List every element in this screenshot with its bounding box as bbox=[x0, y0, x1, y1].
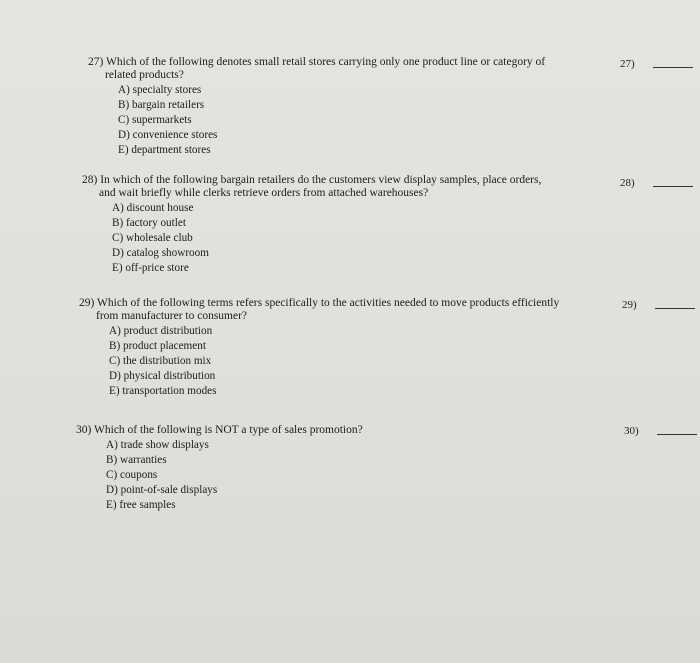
question-29-number: 29) bbox=[79, 297, 95, 309]
question-27-number: 27) bbox=[88, 56, 104, 68]
answer-27-label: 27) bbox=[620, 58, 635, 70]
option-d: D) physical distribution bbox=[109, 370, 216, 382]
option-b: B) product placement bbox=[109, 340, 206, 352]
question-29-line1: Which of the following terms refers specifically to the activities needed to move products efficiently bbox=[97, 297, 560, 309]
option-e: E) free samples bbox=[106, 499, 176, 511]
question-27 bbox=[88, 56, 633, 158]
option-c: C) wholesale club bbox=[112, 232, 193, 244]
answer-29-blank[interactable] bbox=[655, 308, 695, 309]
question-29-text bbox=[79, 297, 624, 323]
option-b: B) factory outlet bbox=[112, 217, 186, 229]
question-30-text bbox=[76, 424, 621, 437]
answer-29 bbox=[622, 299, 695, 311]
option-d: D) convenience stores bbox=[118, 129, 218, 141]
option-e: E) department stores bbox=[118, 144, 211, 156]
question-30-line1: Which of the following is NOT a type of sales promotion? bbox=[94, 424, 363, 436]
option-a: A) discount house bbox=[112, 202, 194, 214]
answer-28-blank[interactable] bbox=[653, 186, 693, 187]
answer-30 bbox=[624, 425, 697, 437]
option-c: C) the distribution mix bbox=[109, 355, 212, 367]
answer-30-label: 30) bbox=[624, 425, 639, 437]
question-30 bbox=[76, 424, 621, 513]
question-29-options bbox=[79, 324, 624, 399]
question-30-options bbox=[76, 438, 621, 513]
answer-30-blank[interactable] bbox=[657, 434, 697, 435]
option-b: B) bargain retailers bbox=[118, 99, 205, 111]
question-30-number: 30) bbox=[76, 424, 92, 436]
option-d: D) point-of-sale displays bbox=[106, 484, 218, 496]
option-e: E) transportation modes bbox=[109, 385, 217, 397]
option-e: E) off-price store bbox=[112, 262, 189, 274]
option-a: A) specialty stores bbox=[118, 84, 202, 96]
option-a: A) product distribution bbox=[109, 325, 213, 337]
question-27-options bbox=[88, 83, 633, 158]
option-c: C) coupons bbox=[106, 469, 158, 481]
answer-28-label: 28) bbox=[620, 177, 635, 189]
answer-28 bbox=[620, 177, 693, 189]
option-b: B) warranties bbox=[106, 454, 167, 466]
question-27-line2: related products? bbox=[105, 69, 184, 81]
answer-27 bbox=[620, 58, 693, 70]
question-29 bbox=[79, 297, 624, 399]
question-29-line2: from manufacturer to consumer? bbox=[96, 310, 248, 322]
option-d: D) catalog showroom bbox=[112, 247, 209, 259]
question-28-line2: and wait briefly while clerks retrieve orders from attached warehouses? bbox=[99, 187, 429, 199]
question-28-number: 28) bbox=[82, 174, 98, 186]
option-c: C) supermarkets bbox=[118, 114, 192, 126]
question-28-line1: In which of the following bargain retailers do the customers view display samples, place orders, bbox=[100, 174, 542, 186]
answer-29-label: 29) bbox=[622, 299, 637, 311]
answer-27-blank[interactable] bbox=[653, 67, 693, 68]
question-28 bbox=[82, 174, 627, 276]
option-a: A) trade show displays bbox=[106, 439, 209, 451]
question-27-line1: Which of the following denotes small retail stores carrying only one product line or category of bbox=[106, 56, 546, 68]
question-28-options bbox=[82, 201, 627, 276]
question-28-text bbox=[82, 174, 627, 200]
question-27-text bbox=[88, 56, 633, 82]
